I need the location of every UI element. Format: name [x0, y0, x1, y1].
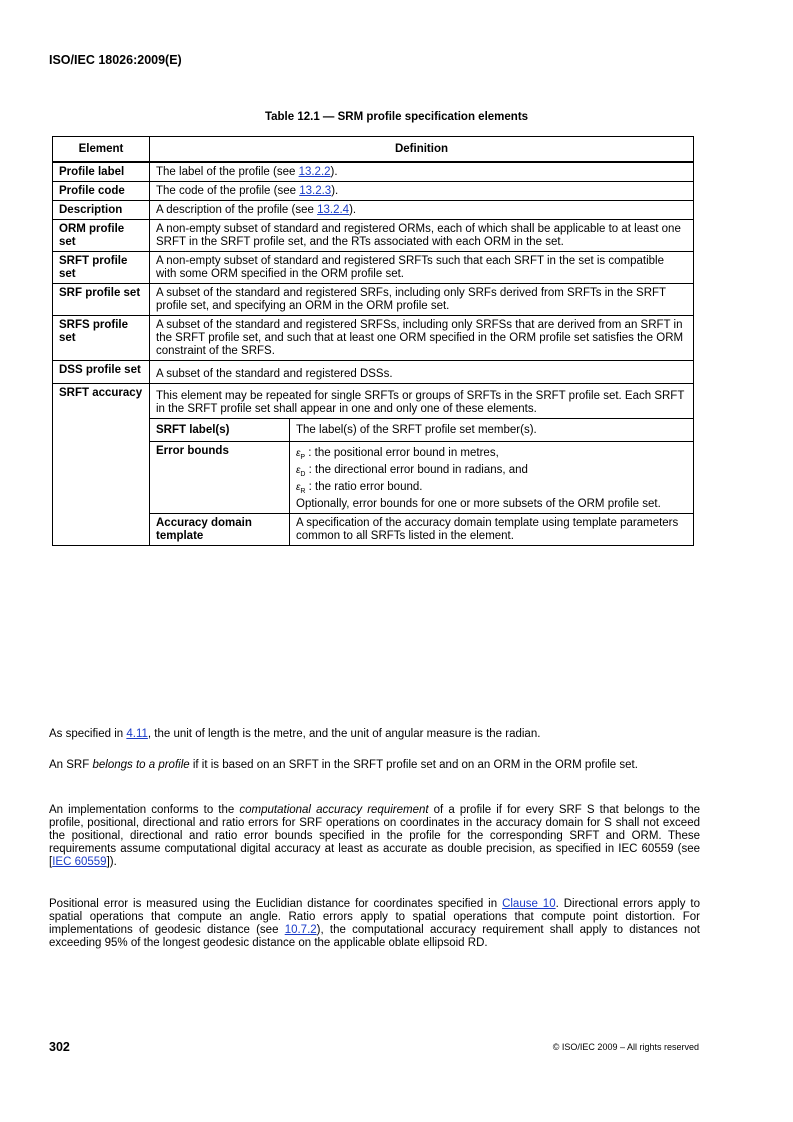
table-row: [53, 361, 694, 384]
error-bound-ratio: $\varepsilon_R$ : the ratio error bound.: [296, 481, 423, 495]
paragraph-belongs-to-profile: An SRF belongs to a profile if it is based on an SRFT in the SRFT profile set and on an ORM in the ORM profile set.: [49, 759, 638, 771]
ref-link-4-11[interactable]: 4.11: [126, 728, 148, 740]
table-caption: Table 12.1 — SRM profile specification elements: [264, 111, 529, 123]
column-header-definition: Definition: [150, 137, 694, 163]
subdefinition-srft-labels: The label(s) of the SRFT profile set member(s).: [290, 419, 694, 442]
element-orm-profile-set: ORM profile set: [53, 220, 150, 252]
definition-srft-accuracy: [150, 384, 694, 546]
error-bound-positional: $\varepsilon_P$ : the positional error bound in metres,: [296, 447, 499, 461]
subdefinition-error-bounds: [290, 442, 694, 514]
element-srf-profile-set: SRF profile set: [53, 284, 150, 316]
ref-link-10-7-2[interactable]: 10.7.2: [284, 924, 317, 936]
error-bound-optional-note: Optionally, error bounds for one or more subsets of the ORM profile set.: [296, 498, 661, 510]
table-row: [150, 442, 693, 514]
element-srft-accuracy: SRFT accuracy: [53, 384, 150, 546]
table-row: [150, 514, 693, 546]
definition-dss-profile-set: A subset of the standard and registered DSSs.: [150, 361, 694, 384]
table-row: [53, 252, 694, 284]
accuracy-subtable: [150, 418, 693, 545]
page-number: 302: [49, 1040, 70, 1054]
table-row: [150, 419, 693, 442]
subelement-error-bounds: Error bounds: [150, 442, 290, 514]
table-row: [53, 201, 694, 220]
element-profile-code: Profile code: [53, 182, 150, 201]
accuracy-intro: This element may be repeated for single SRFTs or groups of SRFTs in the SRFT profile set. Each SRFT in the SRFT profile set shall appear in one and only one of these elements.: [156, 390, 685, 415]
element-description: Description: [53, 201, 150, 220]
element-srfs-profile-set: SRFS profile set: [53, 316, 150, 361]
epsilon-r-symbol: $\varepsilon_R$: [296, 482, 306, 495]
definition-srfs-profile-set: A subset of the standard and registered SRFSs, including only SRFSs that are derived from an SRFT in the SRFT profile set, and such that at least one ORM specified in the ORM profile set satisfies the ORM constraint of the SRFS.: [150, 316, 694, 361]
definition-srft-profile-set: A non-empty subset of standard and registered SRFTs such that each SRFT in the set is compatible with some ORM specified in the ORM profile set.: [150, 252, 694, 284]
paragraph-units: As specified in 4.11, the unit of length is the metre, and the unit of angular measure is the radian.: [49, 728, 541, 740]
table-row: [53, 162, 694, 182]
profile-spec-table: [52, 136, 694, 546]
definition-srf-profile-set: A subset of the standard and registered SRFs, including only SRFs derived from SRFTs in the SRFT profile set, and specifying an ORM in the ORM profile set.: [150, 284, 694, 316]
subelement-srft-labels: SRFT label(s): [150, 419, 290, 442]
definition-profile-label: The label of the profile (see 13.2.2).: [150, 162, 694, 182]
error-bound-directional: $\varepsilon_D$ : the directional error bound in radians, and: [296, 464, 528, 478]
ref-link-13-2-3[interactable]: 13.2.3: [299, 185, 332, 197]
element-profile-label: Profile label: [53, 162, 150, 182]
paragraph-computational-accuracy: An implementation conforms to the computational accuracy requirement of a profile if for every SRF S that belongs to the profile, positional, directional and ratio errors for SRF operations on coordinates in the accuracy domain for S shall not exceed the positional, directional and ratio error bounds specified in the profile for the corresponding SRFT and ORM. These requirements assume computational digital accuracy at least as accurate as double precision, as specified in IEC 60559 (see [IEC 60559]).: [49, 804, 700, 868]
element-srft-profile-set: SRFT profile set: [53, 252, 150, 284]
copyright-notice: © ISO/IEC 2009 – All rights reserved: [552, 1042, 699, 1052]
definition-profile-code: The code of the profile (see 13.2.3).: [150, 182, 694, 201]
table-row: [53, 220, 694, 252]
table-row: [53, 316, 694, 361]
subdefinition-accuracy-template: A specification of the accuracy domain template using template parameters common to all SRFTs listed in the element.: [290, 514, 694, 546]
column-header-element: Element: [53, 137, 150, 163]
table-row: [53, 384, 694, 546]
ref-link-13-2-2[interactable]: 13.2.2: [298, 166, 331, 178]
table-row: [53, 284, 694, 316]
definition-description: A description of the profile (see 13.2.4).: [150, 201, 694, 220]
epsilon-d-symbol: $\varepsilon_D$: [296, 465, 306, 478]
epsilon-p-symbol: $\varepsilon_P$: [296, 448, 306, 461]
ref-link-13-2-4[interactable]: 13.2.4: [317, 204, 350, 216]
subelement-accuracy-template: Accuracy domain template: [150, 514, 290, 546]
ref-link-clause-10[interactable]: Clause 10: [502, 898, 556, 910]
document-header: ISO/IEC 18026:2009(E): [49, 53, 182, 67]
paragraph-positional-error: Positional error is measured using the Euclidian distance for coordinates specified in Clause 10. Directional errors apply to spatial operations that compute an angle. Ratio errors apply to spatial operations that compute point distortion. For implementations of geodesic distance (see 10.7.2), the computational accuracy requirement shall apply to distances not exceeding 95% of the longest geodesic distance on the applicable oblate ellipsoid RD.: [49, 898, 700, 949]
element-dss-profile-set: DSS profile set: [53, 361, 150, 384]
ref-link-iec-60559[interactable]: IEC 60559: [52, 856, 107, 868]
definition-orm-profile-set: A non-empty subset of standard and registered ORMs, each of which shall be applicable to at least one SRFT in the SRFT profile set, and the RTs associated with each ORM in the set.: [150, 220, 694, 252]
table-row: [53, 182, 694, 201]
